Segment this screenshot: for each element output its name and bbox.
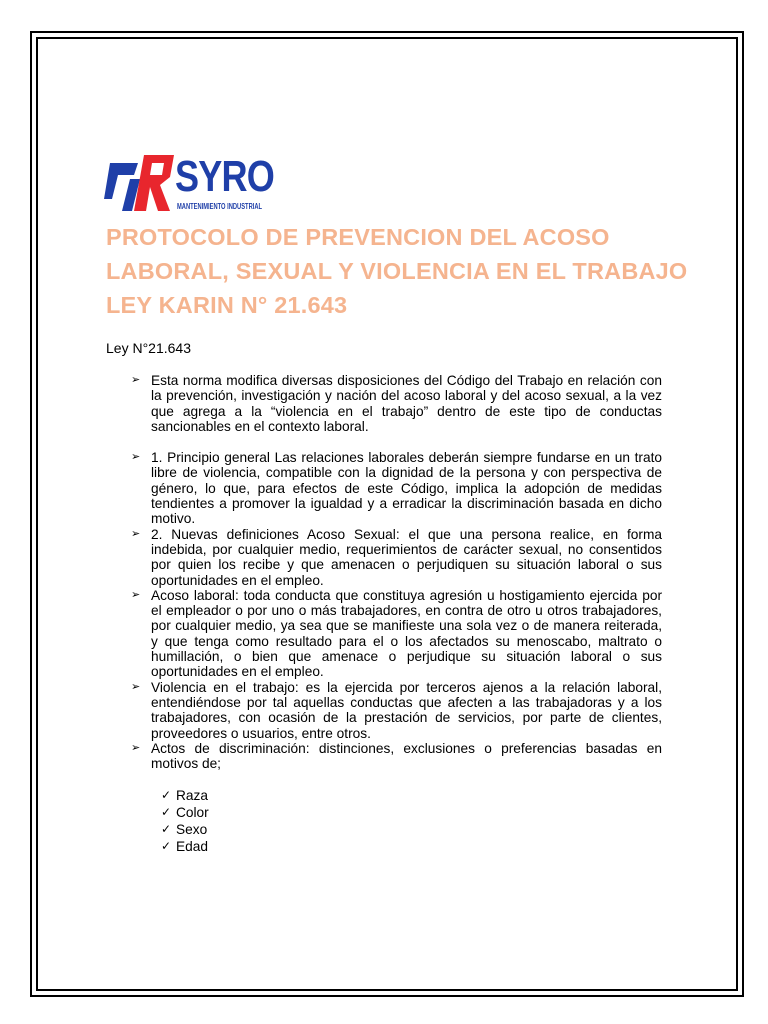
list-item-text: Raza (176, 788, 208, 804)
checkmark-icon: ✓ (161, 788, 172, 803)
list-item-text: 2. Nuevas definiciones Acoso Sexual: el que una persona realice, en forma indebida, por cualquier medio, requerimientos de carácter sexual, no consentidos por quien los recibe y que amenacen o perjudiquen su situación laboral o sus oportunidades en el empleo. (151, 526, 662, 588)
list-item (161, 821, 662, 838)
logo-subtitle: MANTENIMIENTO INDUSTRIAL (177, 202, 263, 211)
arrow-bullet-icon: ➢ (131, 680, 141, 693)
list-item-text: Color (176, 805, 209, 821)
list-item (161, 804, 662, 821)
arrow-bullet-icon: ➢ (131, 451, 141, 464)
checkmark-icon: ✓ (161, 839, 172, 854)
arrow-bullet-icon: ➢ (131, 588, 141, 601)
checkmark-icon: ✓ (161, 822, 172, 837)
logo-mark-icon (104, 155, 176, 215)
list-item (131, 680, 662, 741)
list-item-text: Sexo (176, 822, 208, 838)
title-line: LABORAL, SEXUAL Y VIOLENCIA EN EL TRABAJO (106, 258, 688, 284)
title-line: PROTOCOLO DE PREVENCION DEL ACOSO (106, 224, 610, 250)
arrow-bullet-icon: ➢ (131, 741, 141, 754)
arrow-bullet-icon: ➢ (131, 527, 141, 540)
list-item-text: Esta norma modifica diversas disposiciones del Código del Trabajo en relación con la prevención, investigación y nación del acoso laboral y del acoso sexual, a la vez que agrega a la “violencia en el trabajo” dentro de este tipo de conductas sancionables en el contexto laboral. (151, 373, 662, 434)
title-line: LEY KARIN N° 21.643 (106, 292, 348, 318)
list-item (131, 741, 662, 772)
list-item-text: Violencia en el trabajo: es la ejercida por terceros ajenos a la relación laboral, entendiéndose por tal aquellas conductas que afecten a las trabajadoras y a los trabajadores, con ocasión de la prestación de servicios, por parte de clientes, proveedores o usuarios, entre otros. (151, 679, 662, 741)
document-title (106, 220, 706, 322)
list-item-text: Actos de discriminación: distinciones, exclusiones o preferencias basadas en motivos de; (151, 740, 662, 772)
list-item-text: Acoso laboral: toda conducta que constituya agresión u hostigamiento ejercida por el empleador o por uno o más trabajadores, en contra de otro u otros trabajadores, por cualquier medio, ya sea que se manifieste una sola vez o de manera reiterada, y que tenga como resultado para el o los afectados su menoscabo, maltrato o humillación, o bien que amenace o perjudique su situación laboral o sus oportunidades en el empleo. (151, 587, 662, 680)
logo-wordmark: SYRO (175, 152, 274, 201)
law-reference: Ley N°21.643 (106, 340, 191, 356)
document-body (131, 373, 662, 855)
arrow-bullet-icon: ➢ (131, 374, 141, 386)
list-item (161, 787, 662, 804)
company-logo (104, 152, 284, 217)
list-item (161, 838, 662, 855)
list-item-text: Edad (176, 839, 208, 855)
list-item (131, 373, 662, 434)
list-item-text: 1. Principio general Las relaciones laborales deberán siempre fundarse en un trato libre de violencia, compatible con la dignidad de la persona y con perspectiva de género, lo que, para efectos de este Código, implica la adopción de medidas tendientes a promover la igualdad y a erradicar la discriminación basada en dicho motivo. (151, 450, 662, 527)
checkmark-icon: ✓ (161, 805, 172, 820)
list-item (131, 588, 662, 680)
discrimination-motives-list (161, 787, 662, 855)
list-item (131, 450, 662, 526)
list-item (131, 527, 662, 588)
